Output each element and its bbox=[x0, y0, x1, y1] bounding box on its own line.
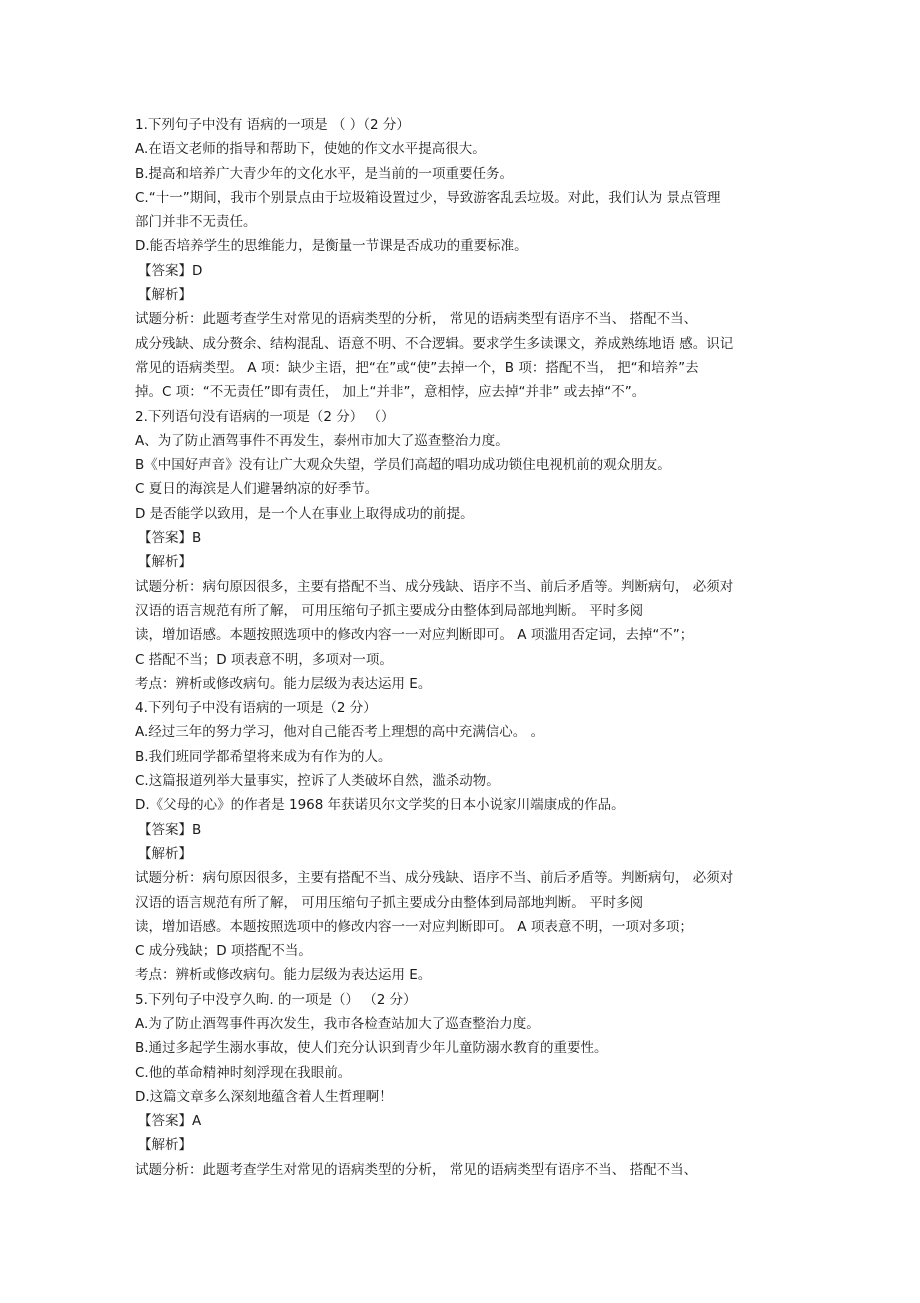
q4-analysis-line3: 读，增加语感。本题按照选项中的修改内容一一对应判断即可。 A 项表意不明，一项对多项； bbox=[135, 918, 693, 935]
q5-option-b: B.通过多起学生溺水事故，使人们充分认识到青少年儿童防溺水教育的重要性。 bbox=[135, 1040, 608, 1057]
q1-option-c-line1: C.“十一”期间，我市个别景点由于垃圾箱设置过少，导致游客乱丢垃圾。对此，我们认为 景点管理 bbox=[135, 189, 721, 206]
q4-option-a: A.经过三年的努力学习，他对自己能否考上理想的高中充满信心。 。 bbox=[135, 724, 545, 741]
q4-analysis-line1: 试题分析：病句原因很多，主要有搭配不当、成分残缺、语序不当、前后矛盾等。判断病句， 必须对 bbox=[135, 870, 734, 887]
q2-option-c: C 夏日的海滨是人们避暑纳凉的好季节。 bbox=[135, 481, 379, 498]
q2-option-d: D 是否能学以致用，是一个人在事业上取得成功的前提。 bbox=[135, 505, 474, 522]
q1-analysis-line3: 常见的语病类型。 A 项：缺少主语，把“在”或“使”去掉一个，B 项：搭配不当， 把“和培养”去 bbox=[135, 359, 699, 376]
q2-testpoint: 考点：辨析或修改病句。能力层级为表达运用 E。 bbox=[135, 675, 432, 692]
q5-option-c: C.他的革命精神时刻浮现在我眼前。 bbox=[135, 1064, 352, 1081]
q4-analysis-line2: 汉语的语言规范有所了解， 可用压缩句子抓主要成分由整体到局部地判断。 平时多阅 bbox=[135, 894, 644, 911]
q2-analysis-line1: 试题分析：病句原因很多，主要有搭配不当、成分残缺、语序不当、前后矛盾等。判断病句， 必须对 bbox=[135, 578, 734, 595]
q4-option-b: B.我们班同学都希望将来成为有作为的人。 bbox=[135, 748, 392, 765]
q4-option-c: C.这篇报道列举大量事实，控诉了人类破坏自然，滥杀动物。 bbox=[135, 773, 500, 790]
q1-analysis-heading: 【解析】 bbox=[138, 287, 192, 304]
q1-option-b: B.提高和培养广大青少年的文化水平，是当前的一项重要任务。 bbox=[135, 165, 514, 182]
q2-stem: 2.下列语句没有语病的一项是（2 分） （） bbox=[135, 408, 395, 425]
q2-option-b: B《中国好声音》没有让广大观众失望，学员们高超的唱功成功锁住电视机前的观众朋友。 bbox=[135, 457, 671, 474]
q2-analysis-heading: 【解析】 bbox=[138, 554, 192, 571]
q5-answer: 【答案】A bbox=[138, 1113, 202, 1130]
q5-analysis-line1: 试题分析：此题考查学生对常见的语病类型的分析， 常见的语病类型有语序不当、 搭配不当、 bbox=[135, 1161, 698, 1178]
q2-analysis-line2: 汉语的语言规范有所了解， 可用压缩句子抓主要成分由整体到局部地判断。 平时多阅 bbox=[135, 602, 644, 619]
q5-option-d: D.这篇文章多么深刻地蕴含着人生哲理啊！ bbox=[135, 1088, 393, 1105]
q1-option-c-line2: 部门并非不无责任。 bbox=[135, 214, 257, 231]
q1-analysis-line2: 成分残缺、成分赘余、结构混乱、语意不明、不合逻辑。要求学生多读课文，养成熟练地语 感。识记 bbox=[135, 335, 734, 352]
q1-answer: 【答案】D bbox=[138, 262, 203, 279]
q5-stem: 5.下列句子中没亨久昫. 的一项是（） （2 分） bbox=[135, 991, 417, 1008]
q4-answer: 【答案】B bbox=[138, 821, 202, 838]
q1-stem: 1.下列句子中没有 语病的一项是 （ ）（2 分） bbox=[135, 117, 410, 133]
q1-analysis-line1: 试题分析：此题考查学生对常见的语病类型的分析， 常见的语病类型有语序不当、 搭配不当、 bbox=[135, 311, 698, 328]
q2-analysis-line3: 读，增加语感。本题按照选项中的修改内容一一对应判断即可。 A 项滥用否定词，去掉“不”； bbox=[135, 627, 694, 644]
q4-analysis-heading: 【解析】 bbox=[138, 845, 192, 862]
q1-option-d: D.能否培养学生的思维能力，是衡量一节课是否成功的重要标准。 bbox=[135, 238, 528, 255]
q2-answer: 【答案】B bbox=[138, 530, 202, 547]
q5-option-a: A.为了防止酒驾事件再次发生，我市各检查站加大了巡查整治力度。 bbox=[135, 1015, 540, 1032]
q1-option-a: A.在语文老师的指导和帮助下，使她的作文水平提高很大。 bbox=[135, 141, 486, 158]
q4-stem: 4.下列句子中没有语病的一项是（2 分） bbox=[135, 700, 377, 717]
q4-option-d: D.《父母的心》的作者是 1968 年获诺贝尔文学奖的日本小说家川端康成的作品。 bbox=[135, 797, 625, 814]
q2-analysis-line4: C 搭配不当；D 项表意不明，多项对一项。 bbox=[135, 651, 393, 668]
q1-analysis-line4: 掉。C 项：“不无责任”即有责任， 加上“并非”，意相悖，应去掉“并非” 或去掉“不”。 bbox=[135, 384, 646, 401]
q4-analysis-line4: C 成分残缺；D 项搭配不当。 bbox=[135, 943, 312, 960]
q5-analysis-heading: 【解析】 bbox=[138, 1137, 192, 1154]
document-page bbox=[135, 113, 795, 1182]
q2-option-a: A、为了防止酒驾事件不再发生，泰州市加大了巡查整治力度。 bbox=[135, 432, 509, 449]
q4-testpoint: 考点：辨析或修改病句。能力层级为表达运用 E。 bbox=[135, 967, 432, 984]
